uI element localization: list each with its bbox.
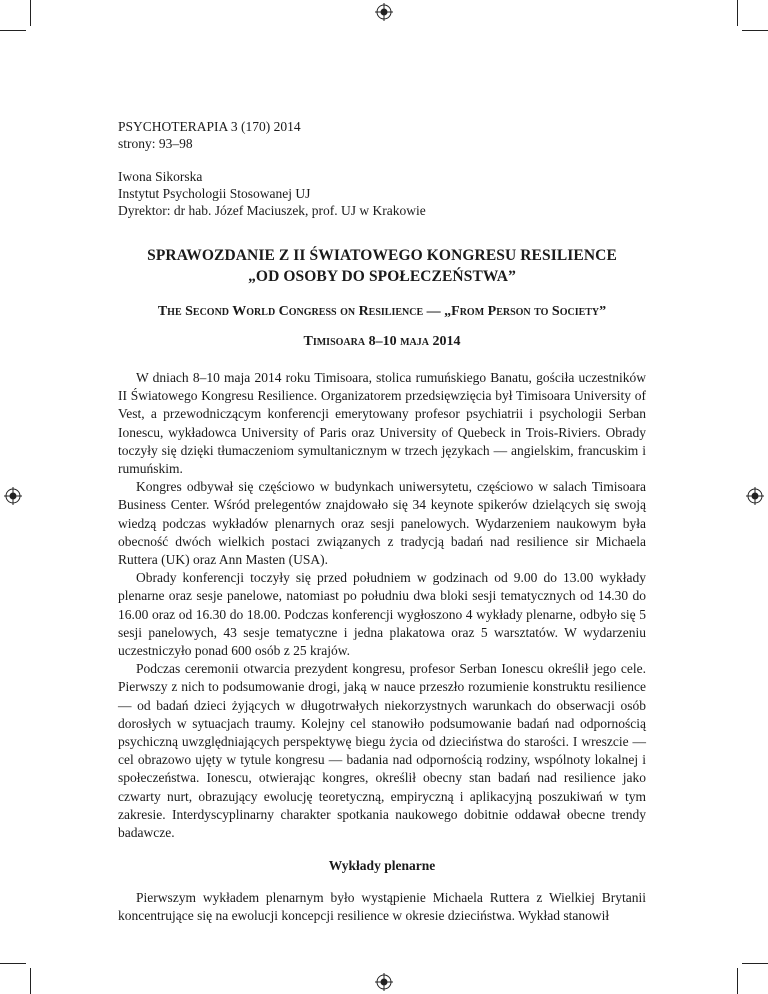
registration-mark-bottom-icon bbox=[375, 973, 393, 991]
crop-mark-bottom-right-h bbox=[742, 963, 768, 964]
crop-mark-bottom-left-h bbox=[0, 963, 26, 964]
paragraph: Podczas ceremonii otwarcia prezydent kongresu, profesor Serban Ionescu określił jego cele. Pierwszy z nich to podsumowanie drogi, jaką w nauce przeszło rozumienie konstruktu resilience — od badań dzieci żyjących w długotrwałych niekorzystnych warunkach do obserwacji osób dorosłych w sytuacjach traumy. Kolejny cel stanowiło podsumowanie badań nad odpornością psychiczną uwzględniających perspektywę biegu życia od dzieciństwa do starości. I wreszcie — cel obrazowo ujęty w tytule kongresu — badania nad odpornością rodziny, wspólnoty lokalnej i społeczeństwa. Ionescu, otwierając kongres, określił obecny stan badań nad resilience jako czwarty nurt, obrazujący ewolucję teoretyczną, empiryczną i aplikacyjną poszukiwań w tym zakresie. Interdyscyplinarny charakter spotkania naukowego dobitnie oddawał obecne trendy badawcze. bbox=[118, 661, 646, 841]
registration-mark-right-icon bbox=[746, 487, 764, 505]
crop-mark-bottom-left bbox=[30, 968, 31, 994]
crop-mark-top-right-h bbox=[742, 30, 768, 31]
paragraph: Kongres odbywał się częściowo w budynkach uniwersytetu, częściowo w salach Timisoara Business Center. Wśród prelegentów znajdowało się 34 keynote spikerów dzielących się swoją wiedzą podczas wykładów plenarnych oraz sesji panelowych. Wydarzeniem naukowym była obecność dwóch wielkich postaci związanych z tradycją badań nad resilience sir Michaela Ruttera (UK) oraz Ann Masten (USA). bbox=[118, 479, 646, 568]
registration-mark-top-icon bbox=[375, 3, 393, 21]
crop-mark-top-left-h bbox=[0, 30, 26, 31]
journal-meta bbox=[118, 118, 646, 152]
paragraph: Pierwszym wykładem plenarnym było wystąpienie Michaela Ruttera z Wielkiej Brytanii koncentrujące się na ewolucji koncepcji resilience w okresie dzieciństwa. Wykład stanowił bbox=[118, 890, 646, 924]
paragraph: W dniach 8–10 maja 2014 roku Timisoara, stolica rumuńskiego Banatu, gościła uczestników II Światowego Kongresu Resilience. Organizatorem przedsięwzięcia był Timisoara University of Vest, a przewodniczącym konferencji emerytowany profesor psychiatrii i psychologii Serban Ionescu, wykładowca University of Paris oraz University of Quebeck in Trois-Riviers. Obrady toczyły się dzięki tłumaczeniom symultanicznym w trzech językach — angielskim, francuskim i rumuńskim. bbox=[118, 370, 646, 477]
title-line-2: „OD OSOBY DO SPOŁECZEŃSTWA” bbox=[248, 268, 516, 285]
paragraph: Obrady konferencji toczyły się przed południem w godzinach od 9.00 do 13.00 wykłady plenarne oraz sesje panelowe, natomiast po południu dwa bloki sesji tematycznych od 14.30 do 16.00 oraz od 16.30 do 18.00. Podczas konferencji wygłoszono 4 wykłady plenarne, odbyło się 5 sesji panelowych, 43 sesje tematyczne i jedna plakatowa oraz 5 warsztatów. W wydarzeniu uczestniczyło ponad 600 osób z 25 krajów. bbox=[118, 570, 646, 659]
document-page bbox=[118, 118, 646, 926]
body-text bbox=[118, 369, 646, 842]
report-title bbox=[118, 245, 646, 287]
author-info bbox=[118, 168, 646, 219]
registration-mark-left-icon bbox=[4, 487, 22, 505]
author-name: Iwona Sikorska bbox=[118, 169, 203, 184]
crop-mark-bottom-right bbox=[737, 968, 738, 994]
english-subtitle: The Second World Congress on Resilience — „From Person to Society” bbox=[157, 304, 607, 319]
section-heading: Wykłady plenarne bbox=[328, 858, 436, 874]
crop-mark-top-right bbox=[737, 0, 738, 26]
place-and-date: Timisoara 8–10 maja 2014 bbox=[303, 334, 461, 349]
author-director: Dyrektor: dr hab. Józef Maciuszek, prof. UJ w Krakowie bbox=[118, 203, 426, 218]
journal-issue: PSYCHOTERAPIA 3 (170) 2014 bbox=[118, 119, 301, 134]
author-institute: Instytut Psychologii Stosowanej UJ bbox=[118, 186, 311, 201]
title-line-1: SPRAWOZDANIE Z II ŚWIATOWEGO KONGRESU RESILIENCE bbox=[147, 247, 617, 264]
journal-pages: strony: 93–98 bbox=[118, 136, 193, 151]
crop-mark-top-left bbox=[30, 0, 31, 26]
